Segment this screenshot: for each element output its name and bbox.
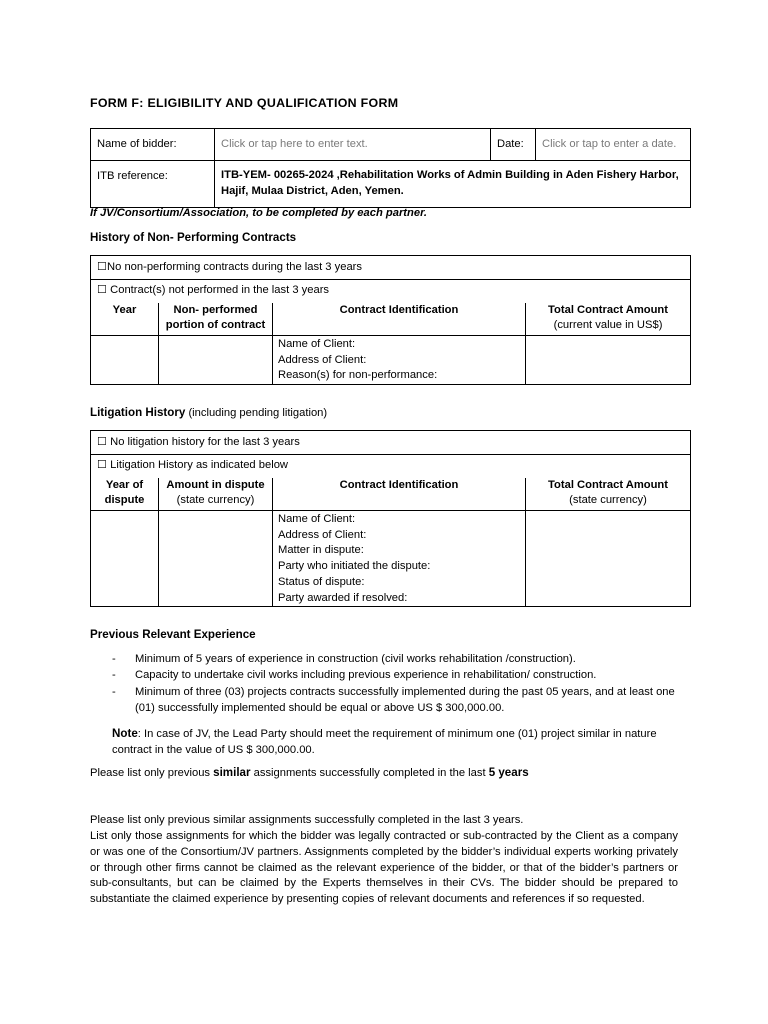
col-header-portion: Non- performed portion of contract	[159, 303, 273, 336]
checkbox-no-non-performing[interactable]: ☐No non-performing contracts during the last 3 years	[91, 256, 691, 280]
list-item: - Minimum of 5 years of experience in construction (civil works rehabilitation /construction).	[112, 651, 692, 667]
cell-amount[interactable]	[526, 336, 691, 385]
contract-line: Name of Client:	[278, 513, 356, 525]
non-performing-heading: History of Non- Performing Contracts	[90, 231, 297, 244]
contract-line: Party awarded if resolved:	[278, 591, 408, 604]
list-item: - Minimum of three (03) projects contracts successfully implemented during the past 05 years, and at least one (01) successfully implemented should be equal or above US $ 300,000.00.	[112, 684, 692, 717]
jv-experience-note: Note: In case of JV, the Lead Party should meet the requirement of minimum one (01) project similar in nature contract in the value of US $ 300,000.00.	[112, 727, 657, 757]
checkbox-no-litigation[interactable]: ☐ No litigation history for the last 3 years	[91, 431, 691, 455]
date-field[interactable]: Click or tap to enter a date.	[536, 129, 691, 161]
col-header-year-of-dispute: Year of dispute	[91, 478, 159, 511]
experience-requirements-list	[112, 651, 692, 717]
checkbox-contracts-not-performed[interactable]: ☐ Contract(s) not performed in the last 3 years	[91, 280, 691, 303]
litigation-heading: Litigation History (including pending litigation)	[90, 406, 328, 419]
jv-note: If JV/Consortium/Association, to be completed by each partner.	[90, 207, 427, 219]
non-performing-table	[90, 255, 691, 385]
contract-line: Address of Client:	[278, 528, 367, 541]
col-header-amount-in-dispute: Amount in dispute (state currency)	[159, 478, 273, 511]
contract-line: Name of Client:	[278, 338, 356, 350]
cell-portion[interactable]	[159, 336, 273, 385]
cell-amount[interactable]	[159, 511, 273, 607]
cell-year[interactable]	[91, 511, 159, 607]
list-item: - Capacity to undertake civil works including previous experience in rehabilitation/ construction.	[112, 667, 692, 683]
similar-assignments-line: Please list only previous similar assignments successfully completed in the last 5 years	[90, 766, 529, 779]
cell-contract-id[interactable]	[273, 511, 526, 607]
cell-contract-id[interactable]	[273, 336, 526, 385]
bidder-info-table	[90, 128, 691, 208]
contract-line: Reason(s) for non-performance:	[278, 369, 438, 382]
closing-line: Please list only previous similar assignments successfully completed in the last 3 years.	[90, 814, 524, 826]
bidder-name-label: Name of bidder:	[91, 129, 215, 161]
contract-line: Address of Client:	[278, 353, 367, 366]
col-header-year: Year	[91, 303, 159, 336]
contract-line: Matter in dispute:	[278, 544, 364, 557]
closing-paragraph: List only those assignments for which the bidder was legally contracted or sub-contracted by the Client as a company or was one of the Consortium/JV partners. Assignments completed by the bidder’s individual experts working privately or through other firms cannot be claimed as the relevant experience of the bidder, or that of the bidder’s partners or sub-consultants, but can be claimed by the Experts themselves in their CVs. The bidder should be prepared to substantiate the claimed experience by presenting copies of relevant documents and references if so requested.	[90, 830, 678, 906]
checkbox-litigation-history[interactable]: ☐ Litigation History as indicated below	[91, 455, 691, 478]
cell-total[interactable]	[526, 511, 691, 607]
col-header-contract-id: Contract Identification	[273, 478, 526, 511]
date-label: Date:	[491, 129, 536, 161]
col-header-contract-id: Contract Identification	[273, 303, 526, 336]
col-header-total-amount: Total Contract Amount (state currency)	[526, 478, 691, 511]
experience-heading: Previous Relevant Experience	[90, 628, 256, 641]
itb-reference-label: ITB reference:	[91, 161, 215, 208]
cell-year[interactable]	[91, 336, 159, 385]
contract-line: Party who initiated the dispute:	[278, 560, 431, 573]
litigation-table	[90, 430, 691, 607]
col-header-amount: Total Contract Amount (current value in US$)	[526, 303, 691, 336]
bidder-name-field[interactable]: Click or tap here to enter text.	[215, 129, 491, 161]
contract-line: Status of dispute:	[278, 575, 365, 588]
itb-reference-value: ITB-YEM- 00265-2024 ,Rehabilitation Works of Admin Building in Aden Fishery Harbor, Hajif, Mulaa District, Aden, Yemen.	[215, 161, 691, 208]
form-title: FORM F: ELIGIBILITY AND QUALIFICATION FORM	[90, 96, 399, 110]
